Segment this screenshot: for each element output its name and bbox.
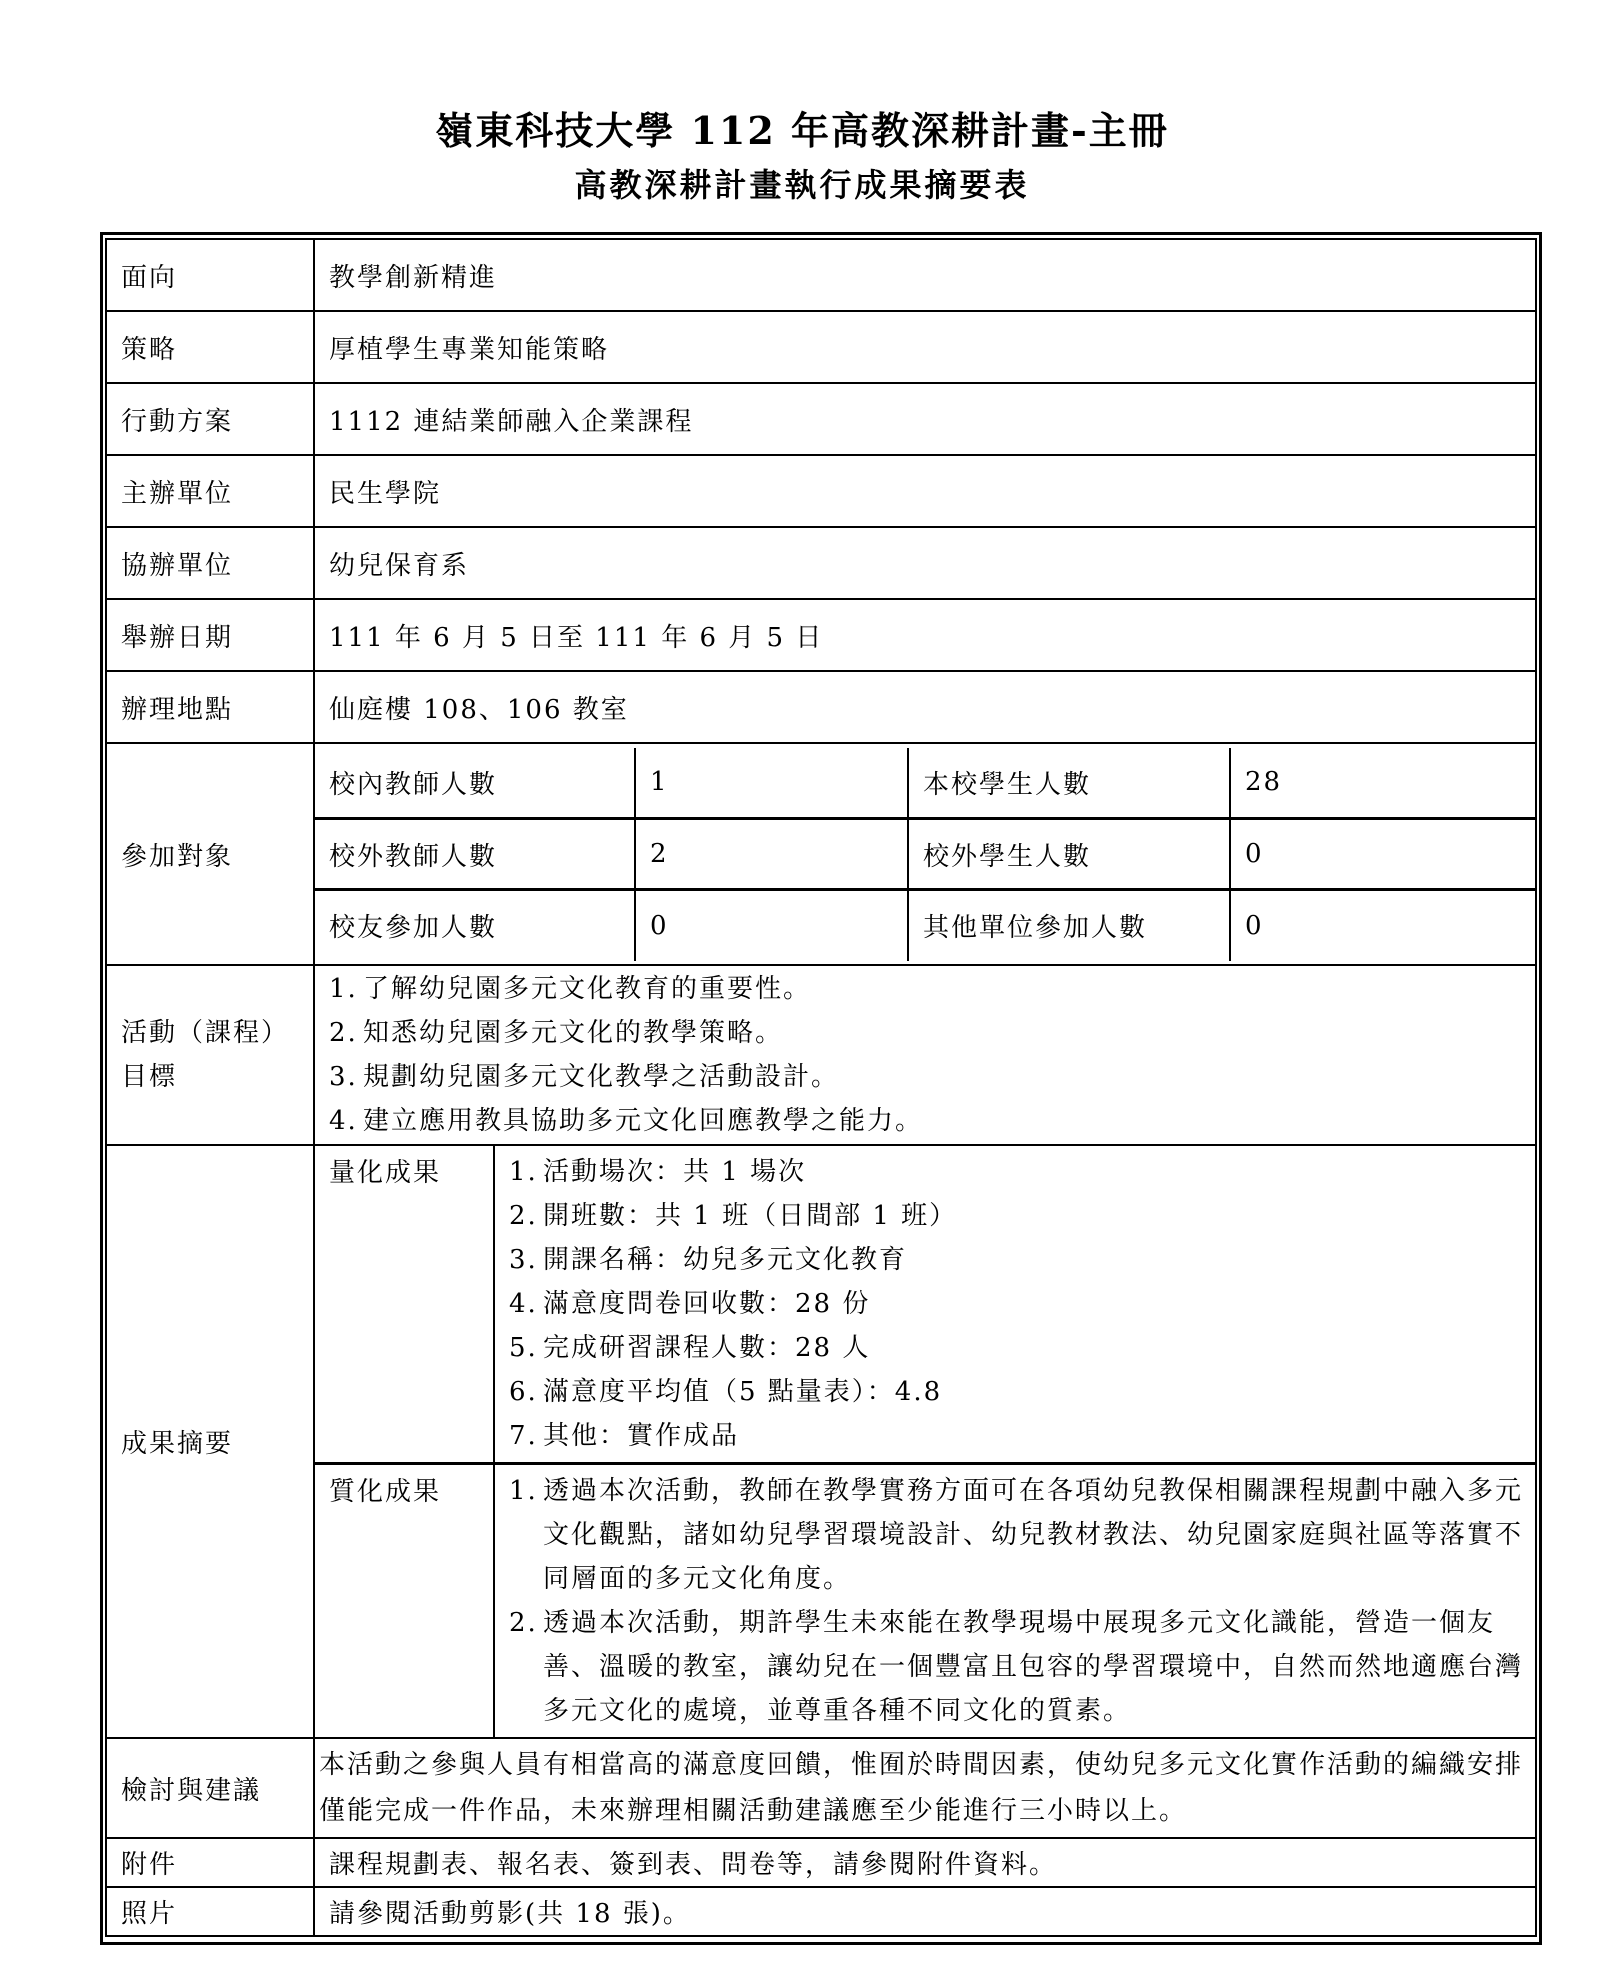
participant-row <box>315 890 1535 961</box>
aspect-value: 教學創新精進 <box>314 239 1536 311</box>
list-item: 1. 了解幼兒園多元文化教育的重要性。 <box>329 974 812 1004</box>
row-review <box>106 1738 1536 1838</box>
list-item: 1. 透過本次活動，教師在教學實務方面可在各項幼兒教保相關課程規劃中融入多元文化觀點，諸如幼兒學習環境設計、幼兒教材教法、幼兒園家庭與社區等落實不同層面的多元文化角度。 <box>509 1476 1524 1594</box>
qualitative-label: 質化成果 <box>315 1465 495 1737</box>
action-value: 1112 連結業師融入企業課程 <box>314 383 1536 455</box>
list-item: 4. 滿意度問卷回收數：28 份 <box>509 1289 871 1319</box>
attachment-value: 課程規劃表、報名表、簽到表、問卷等，請參閱附件資料。 <box>314 1838 1536 1887</box>
action-label: 行動方案 <box>106 383 314 455</box>
strategy-value: 厚植學生專業知能策略 <box>314 311 1536 383</box>
other-units-value: 0 <box>1245 910 1264 941</box>
photos-label: 照片 <box>106 1887 314 1936</box>
internal-teachers-label: 校內教師人數 <box>315 748 635 819</box>
list-item: 4. 建立應用教具協助多元文化回應教學之能力。 <box>329 1106 924 1136</box>
list-item: 3. 開課名稱：幼兒多元文化教育 <box>509 1245 908 1275</box>
row-goals <box>106 965 1536 1145</box>
host-value: 民生學院 <box>314 455 1536 527</box>
row-venue <box>106 671 1536 743</box>
row-attachment <box>106 1838 1536 1887</box>
school-students-label: 本校學生人數 <box>908 748 1230 819</box>
list-item: 7. 其他：實作成品 <box>509 1421 740 1451</box>
school-students-value: 28 <box>1230 748 1535 819</box>
venue-label: 辦理地點 <box>106 671 314 743</box>
external-students-label: 校外學生人數 <box>908 819 1230 890</box>
review-label: 檢討與建議 <box>106 1738 314 1838</box>
list-item: 2. 知悉幼兒園多元文化的教學策略。 <box>329 1018 784 1048</box>
goals-content <box>314 965 1536 1145</box>
list-item: 2. 開班數：共 1 班（日間部 1 班） <box>509 1201 958 1231</box>
venue-value: 仙庭樓 108、106 教室 <box>314 671 1536 743</box>
row-strategy <box>106 311 1536 383</box>
document-subtitle: 高教深耕計畫執行成果摘要表 <box>574 166 1030 204</box>
internal-teachers-value: 1 <box>635 748 908 819</box>
date-label: 舉辦日期 <box>106 599 314 671</box>
row-action <box>106 383 1536 455</box>
row-photos <box>106 1887 1536 1936</box>
review-value: 本活動之參與人員有相當高的滿意度回饋，惟囿於時間因素，使幼兒多元文化實作活動的編織安排僅能完成一件作品，未來辦理相關活動建議應至少能進行三小時以上。 <box>314 1738 1536 1838</box>
row-host <box>106 455 1536 527</box>
document-title: 嶺東科技大學 112 年高教深耕計畫-主冊 <box>435 108 1169 153</box>
qualitative-results <box>315 1465 1535 1737</box>
list-item: 5. 完成研習課程人數：28 人 <box>509 1333 871 1363</box>
row-results <box>106 1145 1536 1738</box>
participants-label: 參加對象 <box>106 743 314 965</box>
external-teachers-label: 校外教師人數 <box>315 819 635 890</box>
co-host-label: 協辦單位 <box>106 527 314 599</box>
strategy-label: 策略 <box>106 311 314 383</box>
results-label: 成果摘要 <box>106 1145 314 1738</box>
results-content <box>314 1145 1536 1738</box>
row-aspect <box>106 239 1536 311</box>
attachment-label: 附件 <box>106 1838 314 1887</box>
quantitative-label: 量化成果 <box>315 1146 495 1462</box>
row-date <box>106 599 1536 671</box>
participants-grid <box>314 743 1536 965</box>
date-value: 111 年 6 月 5 日至 111 年 6 月 5 日 <box>314 599 1536 671</box>
list-item: 6. 滿意度平均值（5 點量表）：4.8 <box>509 1377 943 1407</box>
host-label: 主辦單位 <box>106 455 314 527</box>
quantitative-list <box>509 1150 1525 1458</box>
qualitative-list <box>509 1469 1525 1733</box>
list-item: 1. 活動場次：共 1 場次 <box>509 1157 807 1187</box>
list-item: 2. 透過本次活動，期許學生未來能在教學現場中展現多元文化識能，營造一個友善、溫暖的教室，讓幼兒在一個豐富且包容的學習環境中，自然而然地適應台灣多元文化的處境，並尊重各種不同文化的質素。 <box>509 1608 1524 1726</box>
co-host-value: 幼兒保育系 <box>314 527 1536 599</box>
aspect-label: 面向 <box>106 239 314 311</box>
external-teachers-value: 2 <box>635 819 908 890</box>
row-co-host <box>106 527 1536 599</box>
participant-row <box>315 748 1535 819</box>
summary-table <box>105 238 1537 1937</box>
goals-list <box>329 967 1521 1143</box>
other-units-label: 其他單位參加人數 <box>908 890 1230 961</box>
photos-value: 請參閱活動剪影(共 18 張)。 <box>314 1887 1536 1936</box>
participant-row <box>315 819 1535 890</box>
list-item: 3. 規劃幼兒園多元文化教學之活動設計。 <box>329 1062 840 1092</box>
quantitative-results <box>315 1146 1535 1465</box>
external-students-value: 0 <box>1230 819 1535 890</box>
alumni-value: 0 <box>635 890 908 961</box>
row-participants <box>106 743 1536 965</box>
goals-label: 活動（課程）目標 <box>106 965 314 1145</box>
alumni-label: 校友參加人數 <box>315 890 635 961</box>
